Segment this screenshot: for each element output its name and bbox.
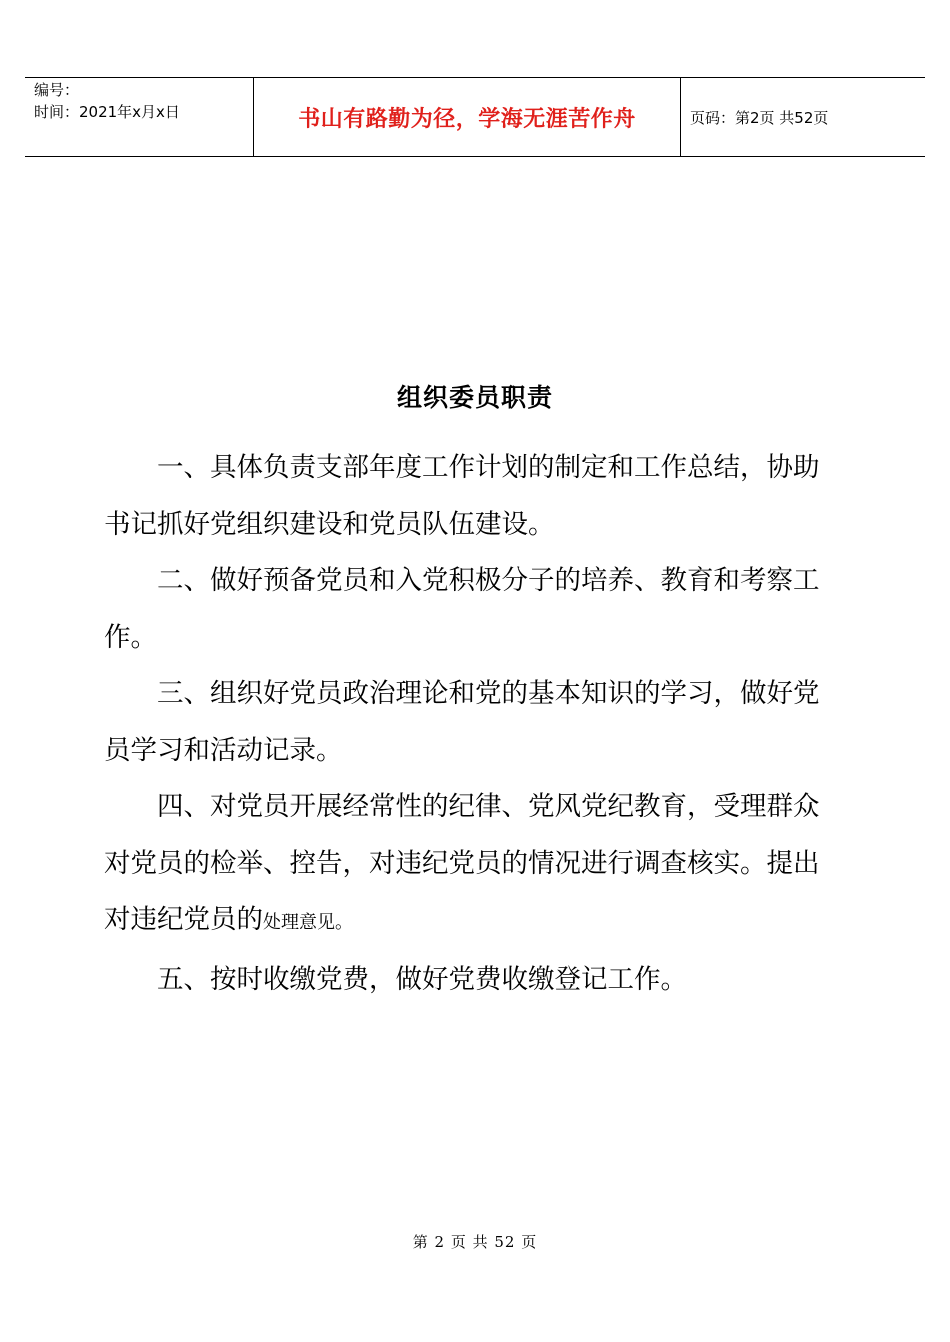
paragraph-4-main: 四、对党员开展经常性的纪律、党风党纪教育，受理群众对党员的检举、控告，对违纪党员的情况进行调查核实。提出对违纪党员的 [104,791,820,935]
header-motto-cell [253,78,681,156]
header-meta-cell [25,78,253,156]
paragraph-1: 一、具体负责支部年度工作计划的制定和工作总结，协助书记抓好党组织建设和党员队伍建设。 [104,452,820,540]
paragraph-5: 五、按时收缴党费，做好党费收缴登记工作。 [157,963,687,995]
paragraph-4-tail: 处理意见。 [263,912,353,933]
serial-number-label: 编号： [34,81,80,99]
paragraph-3: 三、组织好党员政治理论和党的基本知识的学习，做好党员学习和活动记录。 [104,678,820,766]
motto-text: 书山有路勤为径，学海无涯苦作舟 [298,106,636,132]
paragraph-4 [104,779,838,952]
page-footer: 第 2 页 共 52 页 [412,1233,538,1251]
document-header [25,77,925,157]
header-page-cell [680,78,925,156]
time-label: 时间：2021年x月x日 [34,103,180,121]
document-title: 组织委员职责 [396,383,553,412]
paragraph-2: 二、做好预备党员和入党积极分子的培养、教育和考察工作。 [104,565,820,653]
page-info: 页码：第2页 共52页 [690,108,829,127]
document-body [104,440,838,1008]
